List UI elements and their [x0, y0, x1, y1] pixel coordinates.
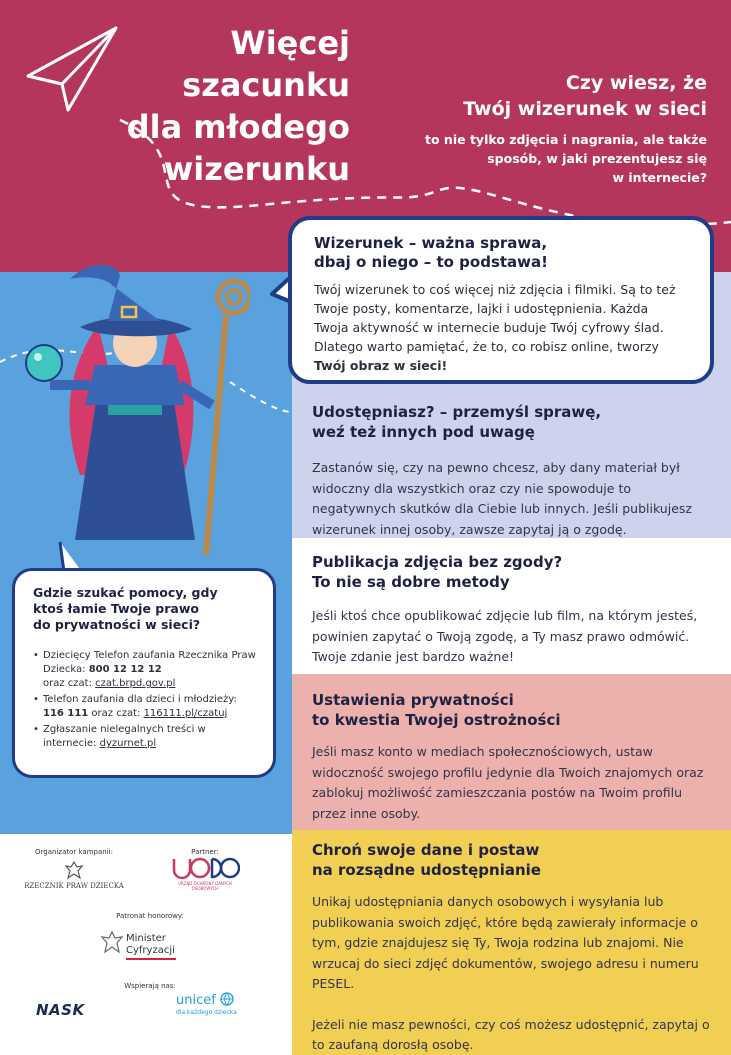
uodo-logo — [165, 856, 245, 891]
uodo-logo-text: URZĄD OCHRONY DANYCH OSOBOWYCH — [178, 881, 232, 891]
title-line: wizerunku — [163, 150, 350, 188]
speech-bubble-intro — [288, 216, 714, 384]
section-sharing — [292, 390, 731, 538]
eagle-emblem-icon — [64, 860, 84, 880]
subtitle-line: to nie tylko zdjęcia i nagrania, ale także — [425, 132, 707, 147]
section-heading — [312, 840, 711, 880]
heading-line: ktoś łamie Twoje prawo — [33, 601, 199, 616]
support-caption: Wspierają nas: — [124, 982, 176, 990]
chat-prefix: oraz czat: — [91, 708, 141, 719]
help-heading — [33, 585, 261, 633]
heading-line: Wizerunek – ważna sprawa, — [314, 234, 548, 252]
section-text: Jeżeli nie masz pewności, czy coś możesz udostępnić, zapytaj o to zaufaną dorosłą osobę. — [312, 1016, 710, 1052]
section-heading — [312, 690, 711, 730]
subtitle-line: sposób, w jaki prezentujesz się — [487, 151, 707, 166]
help-item — [33, 649, 261, 691]
heading-line: weź też innych pod uwagę — [312, 423, 535, 441]
section-text: Unikaj udostępniania danych osobowych i wysyłania lub publikowania swoich zdjęć, które będą zawierały informacje o tym, gdzie znajdujesz się Ty, Twoja rodzina lub znajomi. Nie wrzucaj do sieci zdjęć dokumentów, swojego adresu i numeru PESEL. — [312, 894, 699, 991]
heading-line: Udostępniasz? – przemyśl sprawę, — [312, 403, 602, 421]
heading-line: do prywatności w sieci? — [33, 617, 201, 632]
help-item — [33, 693, 261, 721]
section-consent — [292, 538, 731, 674]
section-heading — [312, 552, 711, 592]
uodo-mark-icon — [170, 856, 240, 880]
unicef-wordmark: unicef — [176, 993, 216, 1008]
phone-number: 800 12 12 12 — [88, 664, 162, 675]
subtitle-line: w internecie? — [612, 170, 707, 185]
ministry-line: Cyfryzacji — [126, 945, 175, 956]
section-text: Jeśli ktoś chce opublikować zdjęcie lub film, na którym jesteś, powinien zapytać o Twoją zgodę, a Ty masz prawo odmówić. Twoje zdanie jest bardzo ważne! — [312, 608, 698, 664]
heading-line: Publikacja zdjęcia bez zgody? — [312, 553, 563, 571]
unicef-tagline: dla każdego dziecka — [176, 1009, 237, 1016]
unicef-logo — [176, 992, 237, 1016]
heading-line: Gdzie szukać pomocy, gdy — [33, 585, 218, 600]
page-title — [100, 22, 350, 190]
question-line: Czy wiesz, że — [565, 72, 707, 94]
bubble-emphasis: Twój obraz w sieci! — [314, 358, 448, 373]
help-item — [33, 723, 261, 751]
help-box — [12, 568, 276, 778]
title-line: szacunku — [182, 66, 350, 104]
organizer-caption: Organizator kampanii: — [35, 848, 113, 856]
heading-line: dbaj o niego – to podstawa! — [314, 253, 548, 271]
title-line: Więcej — [230, 24, 350, 62]
heading-line: To nie są dobre metody — [312, 573, 510, 591]
section-text: Jeśli masz konto w mediach społecznościowych, ustaw widoczność swojego profilu jedynie dla Twoich znajomych oraz zablokuj możliwość zamieszczania postów na Twoim profilu przez inne osoby. — [312, 744, 704, 821]
question-line: Twój wizerunek w sieci — [463, 98, 707, 120]
heading-line: na rozsądne udostępnianie — [312, 861, 541, 879]
patron-caption: Patronat honorowy: — [116, 912, 184, 920]
globe-icon — [220, 992, 234, 1006]
help-item-text: Telefon zaufania dla dzieci i młodzieży: — [43, 694, 237, 705]
ministry-name — [126, 933, 175, 957]
rpd-logo-text: RZECZNIK PRAW DZIECKA — [24, 882, 124, 890]
wizard-girl-illustration — [20, 255, 250, 555]
partner-caption: Partner: — [191, 848, 219, 856]
ministry-logo — [100, 930, 200, 960]
section-heading — [312, 402, 711, 442]
chat-link[interactable]: 116111.pl/czatuj — [143, 708, 228, 719]
bubble-paragraph: Twój wizerunek to coś więcej niż zdjęcia i filmiki. Są to też Twoje posty, komentarze, lajki i udostępnienia. Każda Twoja aktywność w internecie buduje Twój cyfrowy ślad. Dlatego warto pamiętać, że to, co robisz online, tworzy — [314, 282, 676, 354]
heading-line: Chroń swoje dane i postaw — [312, 841, 540, 859]
question-subtitle — [367, 130, 707, 187]
section-text: Zastanów się, czy na pewno chcesz, aby dany materiał był widoczny dla wszystkich oraz czy nie spowoduje to negatywnych skutków dla Ciebie lub innych. Jeśli publikujesz wizerunek innej osoby, zawsze zapytaj ją o zgodę. — [312, 460, 692, 537]
ministry-underline — [126, 958, 176, 960]
title-line: dla młodego — [126, 108, 350, 146]
heading-line: to kwestia Twojej ostrożności — [312, 711, 561, 729]
report-link[interactable]: dyzurnet.pl — [99, 738, 157, 749]
bubble-heading — [314, 234, 686, 272]
chat-link[interactable]: czat.brpd.gov.pl — [95, 678, 176, 689]
hero-question — [367, 70, 707, 187]
bubble-text — [314, 280, 686, 375]
rpd-logo — [24, 860, 124, 890]
help-item-text: Dziecięcy Telefon zaufania Rzecznika Praw Dziecka: — [43, 650, 256, 675]
chat-prefix: oraz czat: — [43, 678, 92, 689]
help-item-text: Zgłaszanie nielegalnych treści w internecie: — [43, 724, 206, 749]
help-list — [33, 649, 261, 751]
heading-line: Ustawienia prywatności — [312, 691, 514, 709]
phone-number: 116 111 — [43, 708, 89, 719]
eagle-emblem-icon — [100, 930, 124, 956]
section-privacy-settings — [292, 674, 731, 830]
ministry-line: Minister — [126, 933, 166, 944]
section-protect-data — [292, 830, 731, 1055]
nask-logo: NASK — [36, 1001, 85, 1019]
